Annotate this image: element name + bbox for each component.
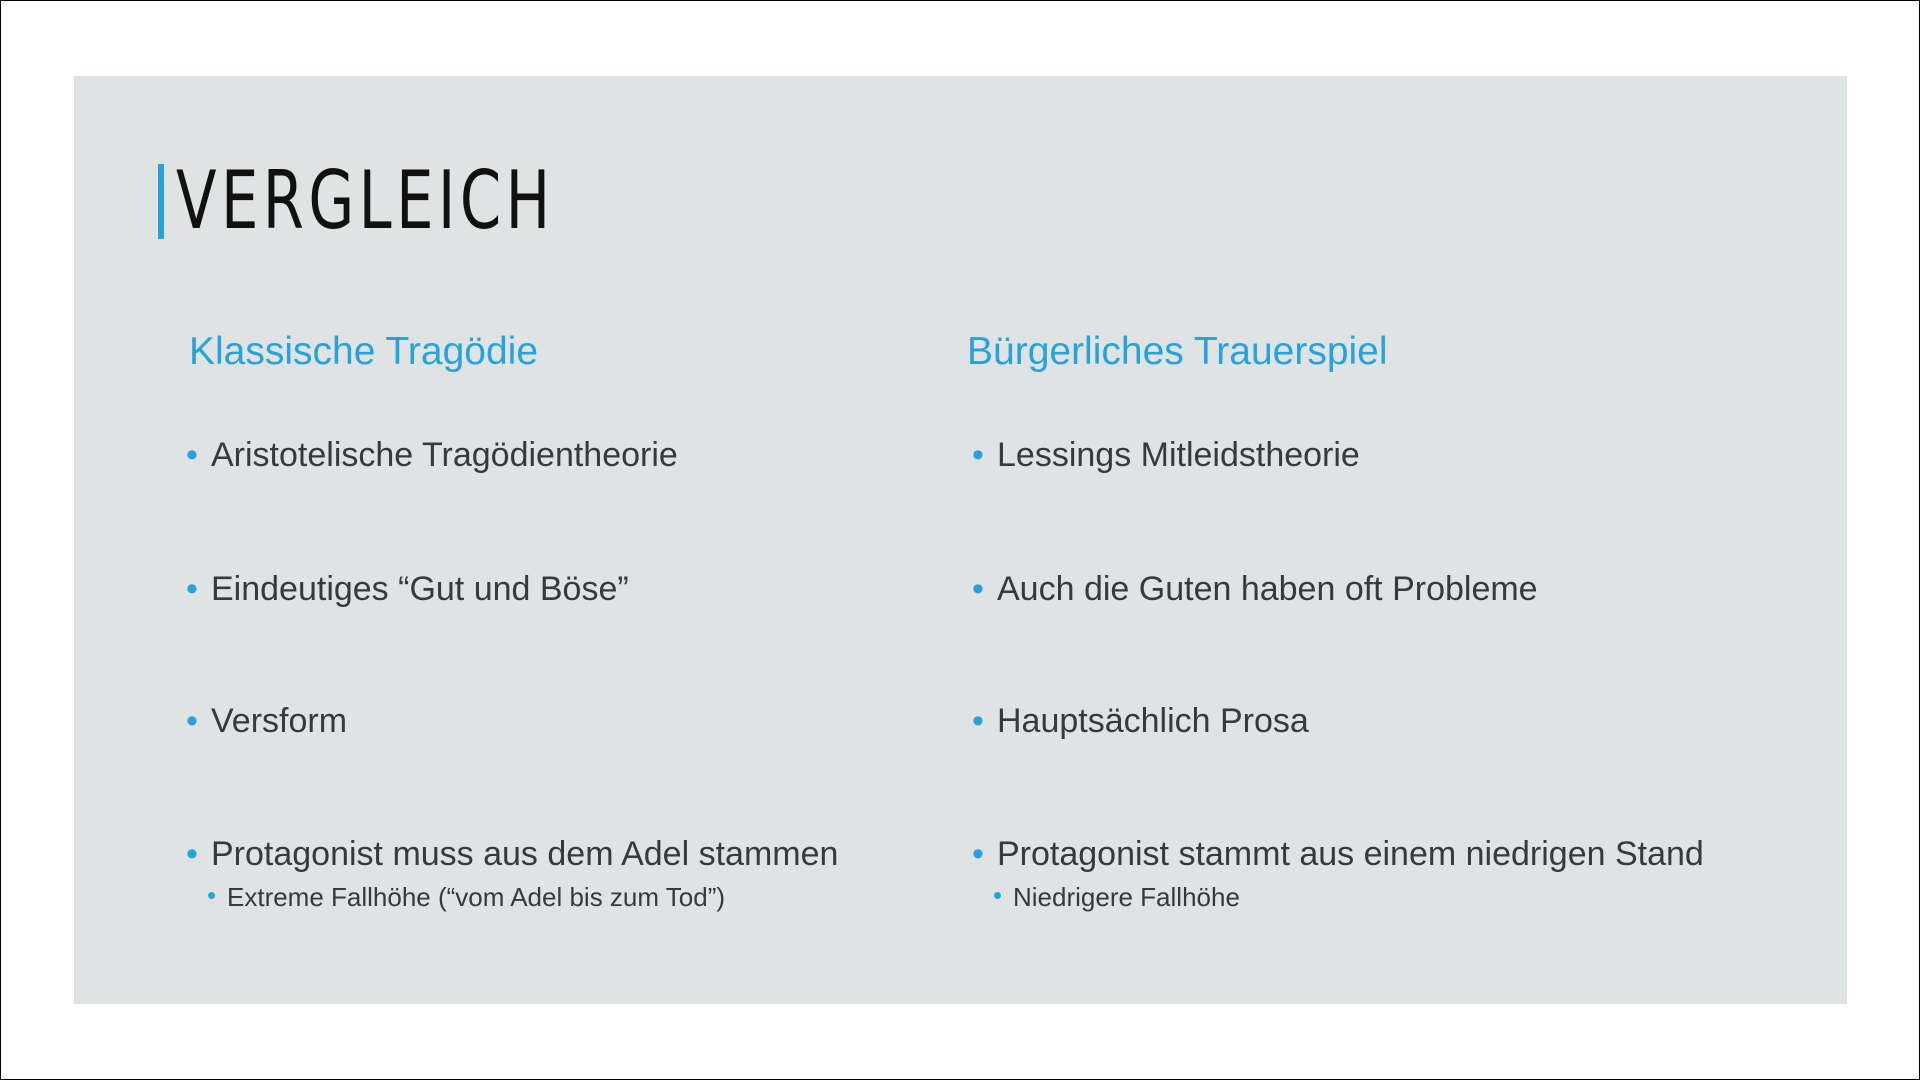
right-bullet-item — [972, 696, 1309, 746]
left-bullet-text: Eindeutiges “Gut und Böse” — [211, 570, 629, 608]
left-bullet-item — [186, 829, 839, 879]
sub-bullet-icon: • — [993, 880, 1003, 910]
bullet-icon: • — [186, 835, 198, 873]
slide-title: VERGLEICH — [176, 154, 555, 247]
left-bullet-item — [186, 696, 348, 746]
right-bullet-item — [972, 564, 1538, 614]
bullet-icon: • — [186, 702, 198, 740]
bullet-icon: • — [972, 702, 984, 740]
bullet-icon: • — [972, 570, 984, 608]
left-sub-bullet-text: Extreme Fallhöhe (“vom Adel bis zum Tod”) — [227, 882, 726, 912]
left-bullet-text: Aristotelische Tragödientheorie — [211, 436, 678, 474]
bullet-icon: • — [972, 835, 984, 873]
right-bullet-item — [972, 829, 1704, 879]
sub-bullet-icon: • — [207, 880, 217, 910]
right-bullet-text: Protagonist stammt aus einem niedrigen Stand — [997, 835, 1704, 873]
left-bullet-item — [186, 430, 678, 480]
right-bullet-text: Auch die Guten haben oft Probleme — [997, 570, 1538, 608]
right-bullet-text: Lessings Mitleidstheorie — [997, 436, 1360, 474]
bullet-icon: • — [972, 436, 984, 474]
title-accent-bar — [158, 164, 164, 239]
left-sub-bullet-item — [207, 877, 726, 917]
left-column-heading: Klassische Tragödie — [189, 330, 539, 373]
right-column-heading: Bürgerliches Trauerspiel — [967, 330, 1388, 373]
right-sub-bullet-item — [993, 877, 1240, 917]
right-bullet-text: Hauptsächlich Prosa — [997, 702, 1309, 740]
left-bullet-item — [186, 564, 629, 614]
left-bullet-text: Protagonist muss aus dem Adel stammen — [211, 835, 839, 873]
right-bullet-item — [972, 430, 1360, 480]
right-sub-bullet-text: Niedrigere Fallhöhe — [1013, 882, 1240, 912]
bullet-icon: • — [186, 436, 198, 474]
left-bullet-text: Versform — [211, 702, 348, 740]
bullet-icon: • — [186, 570, 198, 608]
